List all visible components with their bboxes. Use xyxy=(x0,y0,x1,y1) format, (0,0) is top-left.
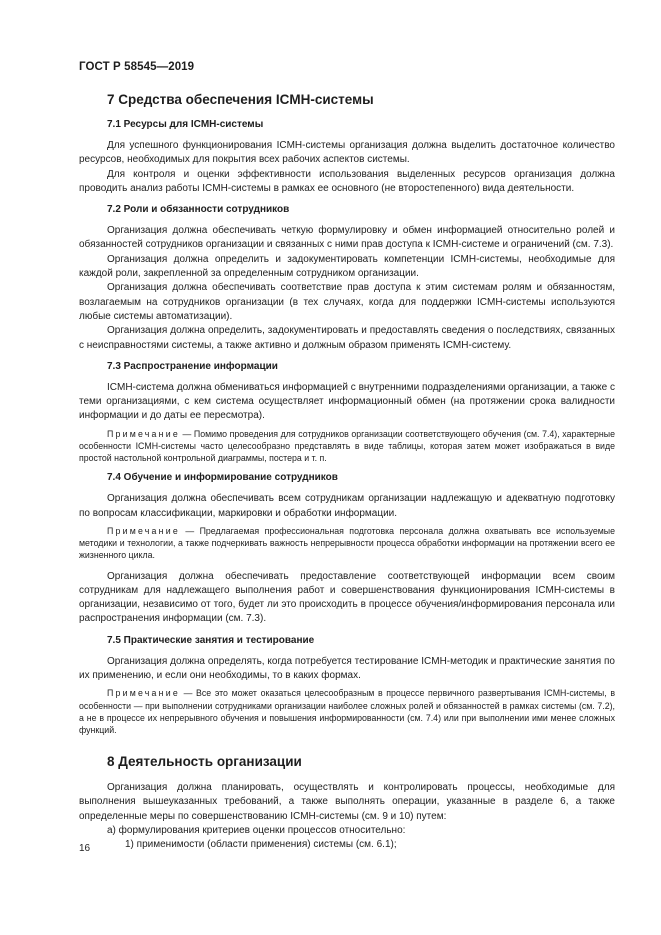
note-label: Примечание xyxy=(107,428,180,439)
list-item: а) формулирования критериев оценки процессов относительно: xyxy=(107,825,406,837)
paragraph: Организация должна определять, когда потребуется тестирование ICMH-методик и практические занятия по их применению, и если они необходимы, то в каких формах. xyxy=(79,655,615,682)
subsection-7-1-heading: 7.1 Ресурсы для ICMH-системы xyxy=(107,119,264,130)
note xyxy=(79,428,615,465)
paragraph: Организация должна обеспечивать четкую формулировку и обмен информацией относительно ролей и обязанностей сотрудников организации и связанных с ними прав доступа к ICMH-системе и ограничений (см. 7.3). xyxy=(79,225,615,251)
paragraph: Организация должна определить и задокументировать компетенции ICMH-системы, необходимые для каждой роли, закрепленной за определенным сотрудником организации. xyxy=(79,253,615,280)
subsection-7-4-heading: 7.4 Обучение и информирование сотрудников xyxy=(107,472,338,484)
paragraph: Для успешного функционирования ICMH-системы организация должна выделить достаточное количество ресурсов, необходимых для покрытия всех рабочих аспектов системы. xyxy=(79,140,615,166)
paragraph: Для контроля и оценки эффективности использования выделенных ресурсов организация должна проводить анализ работы ICMH-системы в рамках ее основного (не второстепенного) вида деятельности. xyxy=(79,168,615,194)
standard-header: ГОСТ Р 58545—2019 xyxy=(79,61,195,73)
note-label: Примечание xyxy=(107,688,180,699)
paragraph: Организация должна планировать, осуществлять и контролировать процессы, необходимые для выполнения вышеуказанных требований, а также выполнять операции, указанные в разделе 6, а также определенные меры по совершенствованию ICMH-системы (см. 9 и 10) путем: xyxy=(79,782,615,822)
paragraph: Организация должна обеспечивать всем сотрудникам организации надлежащую и адекватную подготовку по вопросам классификации, маркировки и обработки информации. xyxy=(79,493,615,519)
note xyxy=(79,687,615,736)
paragraph: Организация должна обеспечивать соответствие прав доступа к этим системам ролям и обязанностям, возлагаемым на сотрудников организации (в тех случаях, когда для поддержки ICMH-системы используются любые системы автоматизации). xyxy=(79,282,615,322)
note-text: — Помимо проведения для сотрудников организации соответствующего обучения (см. 7.4), характерные особенности ICMH-системы часто целесообразно представлять в виде таблицы, которая затем может изображаться в виде простой настольной контрольной диаграммы, постера и т. п. xyxy=(79,428,615,464)
paragraph: ICMH-система должна обмениваться информацией с внутренними подразделениями организации, а также с теми организациями, с кем система осуществляет информационный обмен (на протяжении срока валидности информации и до даты ее пересмотра). xyxy=(79,381,615,422)
paragraph: Организация должна обеспечивать предоставление соответствующей информации всем своим сотрудникам для надлежащего выполнения работ и совершенствования функционирования ICMH-системы в организации, независимо от того, будет ли это происходить в процессе обучения/информирования персонала или распространения информации (см. 7.3). xyxy=(79,570,615,625)
subsection-7-5-heading: 7.5 Практические занятия и тестирование xyxy=(107,634,315,646)
paragraph: Организация должна определить, задокументировать и предоставлять сведения о последствиях, связанных с неисправностями системы, а также активно и должным образом применять ICMH-систему. xyxy=(79,325,615,351)
note-text: — Предлагаемая профессиональная подготовка персонала должна охватывать все используемые методики и технологии, а также подчеркивать важность непрерывности процесса обработки информации на протяжении всего ее жизненного цикла. xyxy=(79,525,615,561)
section-7-heading: 7 Средства обеспечения ICMH-системы xyxy=(107,92,374,107)
subsection-7-3-heading: 7.3 Распространение информации xyxy=(107,360,278,372)
section-8-heading: 8 Деятельность организации xyxy=(107,754,302,770)
list-item: 1) применимости (области применения) системы (см. 6.1); xyxy=(125,839,397,851)
note xyxy=(79,525,615,562)
page-content xyxy=(79,92,615,853)
note-label: Примечание xyxy=(107,525,180,536)
note-text: — Все это может оказаться целесообразным в процессе первичного развертывания ICMH-системы, в особенности — при выполнении сотрудниками организации наиболее сложных ролей и обязанностей в рамках системы (см. 7.2), а не в процессе их непрерывного обучения и повышения информированности (см. 7.4) или при выполнении ими менее сложных функций. xyxy=(79,688,615,735)
subsection-7-2-heading: 7.2 Роли и обязанности сотрудников xyxy=(107,204,290,216)
page-number: 16 xyxy=(79,843,91,854)
